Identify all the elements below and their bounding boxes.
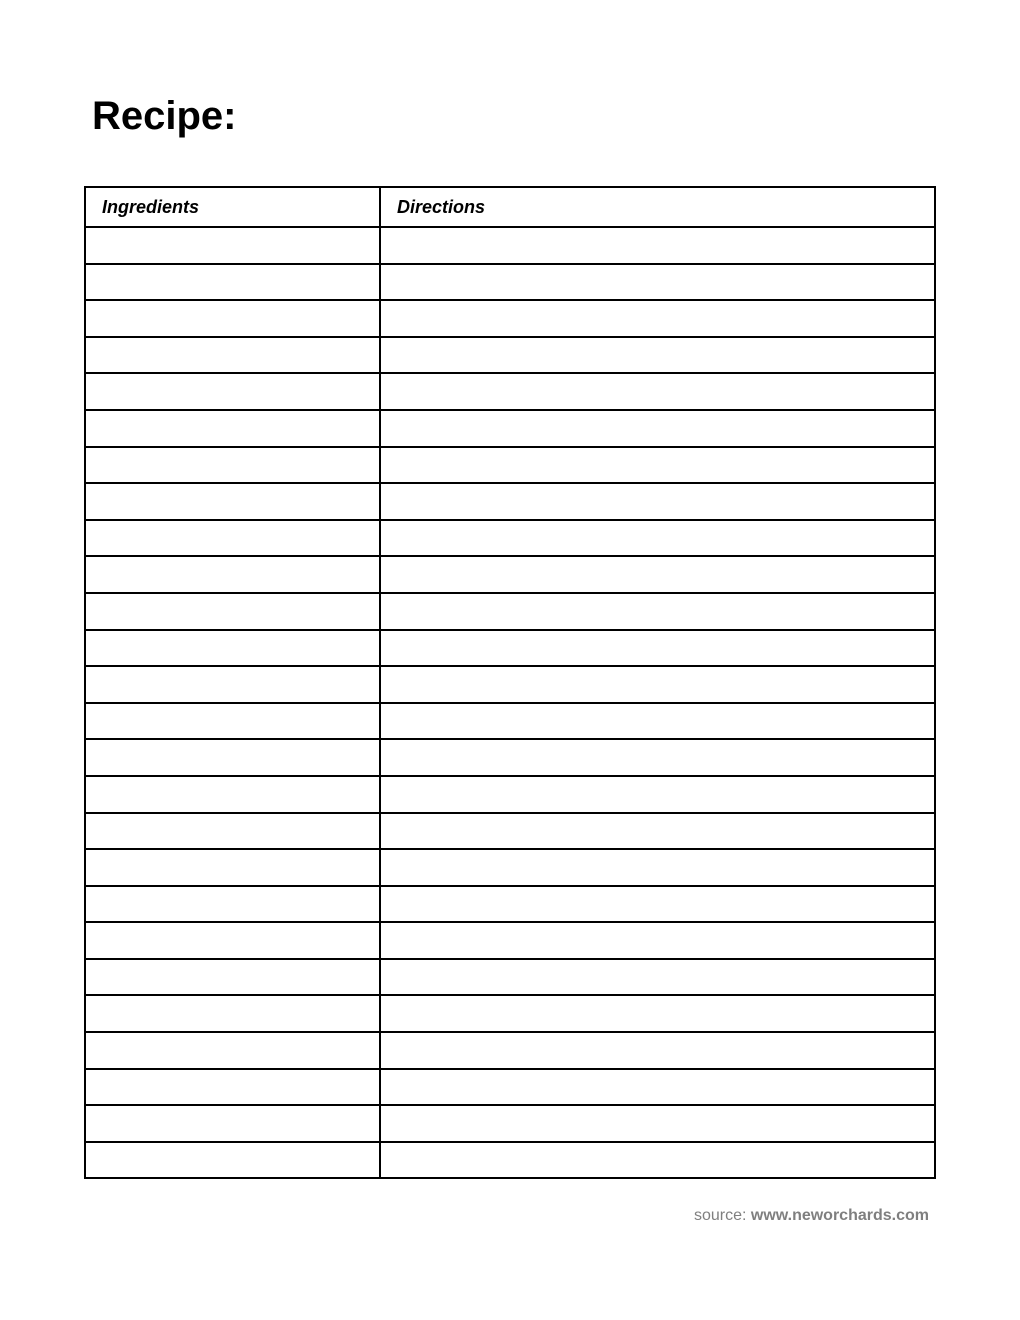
direction-cell[interactable] (380, 300, 935, 337)
ingredient-cell[interactable] (85, 1142, 380, 1179)
table-row (85, 886, 935, 923)
table-row (85, 373, 935, 410)
table-row (85, 813, 935, 850)
direction-cell[interactable] (380, 776, 935, 813)
ingredient-cell[interactable] (85, 593, 380, 630)
ingredient-cell[interactable] (85, 300, 380, 337)
table-row (85, 849, 935, 886)
table-row (85, 447, 935, 484)
ingredient-cell[interactable] (85, 520, 380, 557)
direction-cell[interactable] (380, 813, 935, 850)
ingredients-header: Ingredients (85, 187, 380, 227)
ingredient-cell[interactable] (85, 849, 380, 886)
direction-cell[interactable] (380, 959, 935, 996)
table-row (85, 666, 935, 703)
table-row (85, 703, 935, 740)
table-row (85, 1069, 935, 1106)
direction-cell[interactable] (380, 849, 935, 886)
ingredient-cell[interactable] (85, 630, 380, 667)
table-row (85, 995, 935, 1032)
direction-cell[interactable] (380, 703, 935, 740)
ingredient-cell[interactable] (85, 776, 380, 813)
table-body (85, 227, 935, 1178)
ingredient-cell[interactable] (85, 886, 380, 923)
direction-cell[interactable] (380, 1105, 935, 1142)
table-row (85, 556, 935, 593)
direction-cell[interactable] (380, 1032, 935, 1069)
direction-cell[interactable] (380, 556, 935, 593)
table-row (85, 922, 935, 959)
table-row (85, 776, 935, 813)
ingredient-cell[interactable] (85, 227, 380, 264)
direction-cell[interactable] (380, 410, 935, 447)
ingredient-cell[interactable] (85, 1032, 380, 1069)
table-row (85, 227, 935, 264)
ingredient-cell[interactable] (85, 813, 380, 850)
ingredient-cell[interactable] (85, 959, 380, 996)
direction-cell[interactable] (380, 922, 935, 959)
table-row (85, 1105, 935, 1142)
ingredient-cell[interactable] (85, 922, 380, 959)
ingredient-cell[interactable] (85, 703, 380, 740)
ingredient-cell[interactable] (85, 410, 380, 447)
direction-cell[interactable] (380, 264, 935, 301)
direction-cell[interactable] (380, 666, 935, 703)
direction-cell[interactable] (380, 739, 935, 776)
table-row (85, 410, 935, 447)
table-row (85, 739, 935, 776)
direction-cell[interactable] (380, 337, 935, 374)
direction-cell[interactable] (380, 1142, 935, 1179)
table-row (85, 630, 935, 667)
direction-cell[interactable] (380, 483, 935, 520)
direction-cell[interactable] (380, 630, 935, 667)
directions-header: Directions (380, 187, 935, 227)
page-title: Recipe: (92, 94, 237, 138)
ingredient-cell[interactable] (85, 337, 380, 374)
ingredient-cell[interactable] (85, 1069, 380, 1106)
direction-cell[interactable] (380, 227, 935, 264)
direction-cell[interactable] (380, 1069, 935, 1106)
table-row (85, 959, 935, 996)
source-label: source: (693, 1207, 747, 1224)
direction-cell[interactable] (380, 593, 935, 630)
ingredient-cell[interactable] (85, 1105, 380, 1142)
ingredient-cell[interactable] (85, 556, 380, 593)
recipe-table (84, 186, 936, 1179)
table-row (85, 593, 935, 630)
table-header-row (85, 187, 935, 227)
ingredient-cell[interactable] (85, 483, 380, 520)
direction-cell[interactable] (380, 520, 935, 557)
table-row (85, 1032, 935, 1069)
ingredient-cell[interactable] (85, 995, 380, 1032)
direction-cell[interactable] (380, 373, 935, 410)
ingredient-cell[interactable] (85, 447, 380, 484)
source-url: www.neworchards.com (750, 1207, 929, 1224)
table-row (85, 1142, 935, 1179)
table-row (85, 300, 935, 337)
direction-cell[interactable] (380, 995, 935, 1032)
table-row (85, 483, 935, 520)
ingredient-cell[interactable] (85, 739, 380, 776)
ingredient-cell[interactable] (85, 666, 380, 703)
table-row (85, 337, 935, 374)
ingredient-cell[interactable] (85, 373, 380, 410)
direction-cell[interactable] (380, 886, 935, 923)
ingredient-cell[interactable] (85, 264, 380, 301)
direction-cell[interactable] (380, 447, 935, 484)
source-credit (694, 1206, 929, 1226)
table-row (85, 520, 935, 557)
table-row (85, 264, 935, 301)
